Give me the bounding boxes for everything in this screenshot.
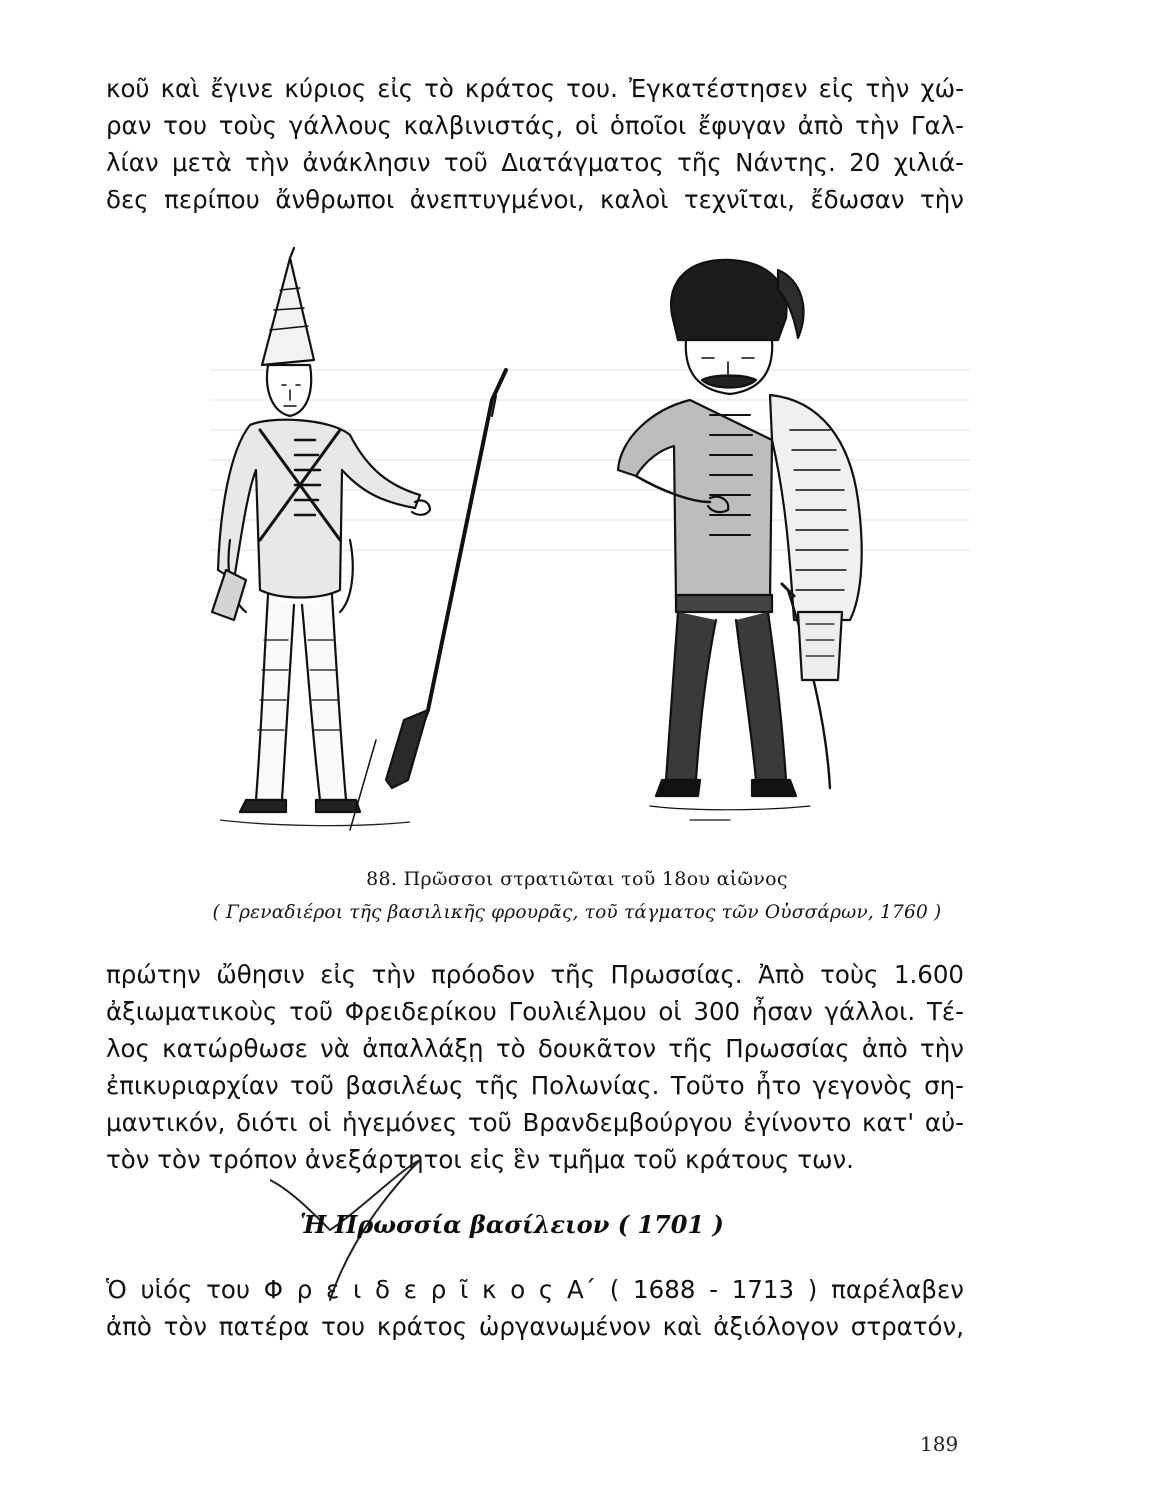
text-line: δες περίπου ἄνθρωποι ἀνεπτυγμένοι, καλοὶ τεχνῖται, ἔδωσαν τὴν	[106, 185, 964, 214]
text-line: λίαν μετὰ τὴν ἀνάκλησιν τοῦ Διατάγματος τῆς Νάντης. 20 χιλιά-	[106, 148, 964, 177]
grenadier-figure	[212, 248, 506, 830]
page-number: 189	[920, 1432, 959, 1456]
text-line: ἀξιωματικοὺς τοῦ Φρειδερίκου Γουλιέλμου οἱ 300 ἦσαν γάλλοι. Τέ-	[106, 997, 964, 1026]
figure-caption-subtitle: ( Γρεναδιέροι τῆς βασιλικῆς φρουρᾶς, τοῦ τάγματος τῶν Οὐσσάρων, 1760 )	[212, 902, 942, 923]
text-line: τὸν τὸν τρόπον ἀνεξάρτητοι εἰς ἓν τμῆμα τοῦ κράτους των.	[106, 1145, 854, 1174]
illustration-prussian-soldiers	[190, 240, 990, 870]
text-line: ραν του τοὺς γάλλους καλβινιστάς, οἱ ὁποῖοι ἔφυγαν ἀπὸ τὴν Γαλ-	[106, 111, 964, 140]
section-heading: Ἡ Πρωσσία βασίλειον ( 1701 )	[300, 1210, 724, 1239]
text-line: λος κατώρθωσε νὰ ἀπαλλάξῃ τὸ δουκᾶτον τῆς Πρωσσίας ἀπὸ τὴν	[106, 1034, 964, 1063]
text-line: πρώτην ὤθησιν εἰς τὴν πρόοδον τῆς Πρωσσίας. Ἀπὸ τοὺς 1.600	[106, 960, 964, 989]
text-line: κοῦ καὶ ἔγινε κύριος εἰς τὸ κράτος του. Ἐγκατέστησεν εἰς τὴν χώ-	[106, 74, 964, 103]
text-line: μαντικόν, διότι οἱ ἡγεμόνες τοῦ Βρανδεμβούργου ἐγίνοντο κατ' αὐ-	[106, 1108, 964, 1137]
hussar-figure	[618, 260, 862, 820]
paragraph-bottom	[106, 1271, 964, 1345]
paragraph-top	[106, 70, 964, 218]
text-line: ἀπὸ τὸν πατέρα του κράτος ὠργανωμένον καὶ ἀξιόλογον στρατόν,	[106, 1312, 964, 1341]
figure-caption-title: 88. Πρῶσσοι στρατιῶται τοῦ 18ου αἰῶνος	[366, 868, 788, 890]
text-line: Ὁ υἱός του Φ ρ ε ι δ ε ρ ῖ κ ο ς Α΄ ( 1688 - 1713 ) παρέλαβεν	[106, 1275, 964, 1304]
paragraph-middle	[106, 956, 964, 1178]
text-line: ἐπικυριαρχίαν τοῦ βασιλέως τῆς Πολωνίας. Τοῦτο ἦτο γεγονὸς ση-	[106, 1071, 964, 1100]
